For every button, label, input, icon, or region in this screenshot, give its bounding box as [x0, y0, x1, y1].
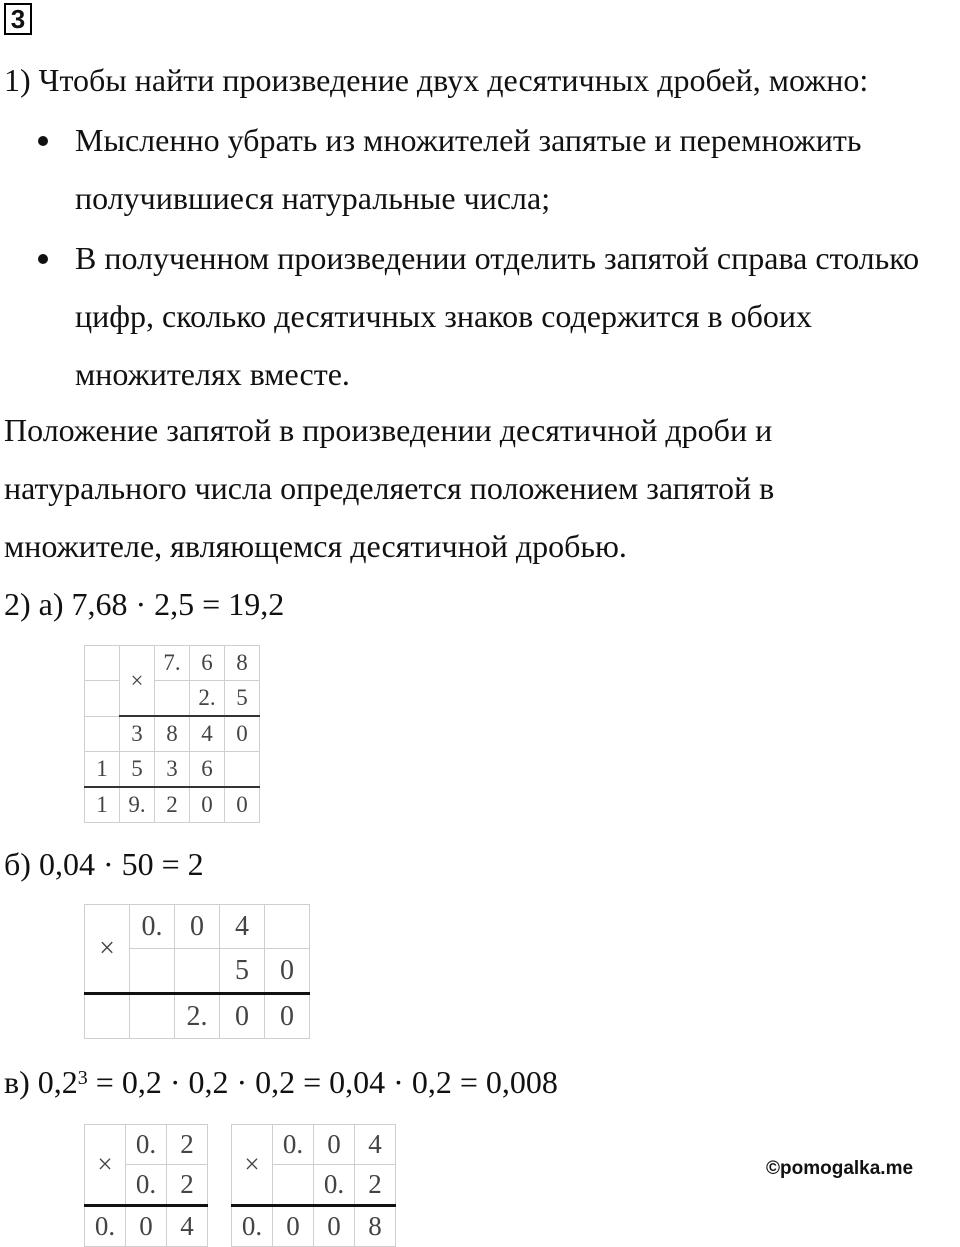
equation-c-prefix: в) 0,2	[4, 1064, 78, 1100]
equation-c-rest: = 0,2 · 0,2 · 0,2 = 0,04 · 0,2 = 0,008	[87, 1064, 558, 1100]
bullet-1-icon	[38, 136, 48, 146]
grid-cell: 0.	[85, 1206, 126, 1247]
grid-cell: 0.	[273, 1125, 314, 1165]
grid-cell: 1	[85, 752, 120, 788]
grid-cell	[85, 681, 120, 717]
note-line-1: Положение запятой в произведении десятичной дроби и	[4, 412, 773, 448]
multiply-sign: ×	[85, 1125, 126, 1206]
grid-cell: 8	[155, 716, 190, 752]
grid-cell: 2	[167, 1165, 208, 1206]
grid-cell: 6	[190, 646, 225, 681]
grid-cell: 2.	[190, 681, 225, 717]
grid-cell	[155, 681, 190, 717]
grid-cell: 6	[190, 752, 225, 788]
grid-cell: 3	[120, 716, 155, 752]
multiply-sign: ×	[85, 905, 130, 994]
calc-grid-a	[84, 645, 260, 823]
bullet-1-line1: Мысленно убрать из множителей запятые и перемножить	[75, 122, 862, 158]
grid-cell	[225, 752, 260, 788]
grid-cell	[273, 1165, 314, 1206]
multiply-sign: ×	[120, 646, 155, 717]
watermark: ©pomogalka.me	[766, 1158, 914, 1179]
grid-cell	[265, 905, 310, 949]
grid-cell: 8	[355, 1206, 396, 1247]
grid-cell	[130, 994, 175, 1039]
grid-cell: 7.	[155, 646, 190, 681]
grid-cell: 0.	[126, 1165, 167, 1206]
grid-cell: 4	[167, 1206, 208, 1247]
grid-cell: 4	[220, 905, 265, 949]
calc-grid-c2	[231, 1124, 396, 1247]
equation-a: 2) а) 7,68 · 2,5 = 19,2	[4, 586, 285, 622]
grid-cell: 0	[314, 1206, 355, 1247]
multiply-sign: ×	[232, 1125, 273, 1206]
note-line-2: натурального числа определяется положением запятой в	[4, 470, 775, 506]
grid-cell: 0	[265, 949, 310, 994]
grid-cell: 0.	[126, 1125, 167, 1165]
grid-cell: 1	[85, 787, 120, 823]
grid-cell: 0	[175, 905, 220, 949]
grid-cell	[130, 949, 175, 994]
grid-cell: 0	[126, 1206, 167, 1247]
grid-cell: 3	[155, 752, 190, 788]
grid-cell	[175, 949, 220, 994]
grid-cell: 0	[190, 787, 225, 823]
bullet-2-line1: В полученном произведении отделить запятой справа столько	[75, 240, 920, 276]
bullet-2-line3: множителях вместе.	[75, 356, 350, 392]
bullet-2-line2: цифр, сколько десятичных знаков содержится в обоих	[75, 298, 813, 334]
grid-cell: 0	[220, 994, 265, 1039]
grid-cell: 0	[265, 994, 310, 1039]
grid-cell: 0	[225, 787, 260, 823]
grid-cell: 2	[167, 1125, 208, 1165]
grid-cell: 9.	[120, 787, 155, 823]
calc-grid-b	[84, 904, 310, 1039]
grid-cell: 2	[155, 787, 190, 823]
equation-c-exponent: 3	[77, 1067, 88, 1089]
grid-cell: 5	[120, 752, 155, 788]
grid-cell: 5	[225, 681, 260, 717]
grid-cell: 0	[225, 716, 260, 752]
bullet-1-line2: получившиеся натуральные числа;	[75, 180, 551, 216]
equation-c	[4, 1066, 558, 1098]
grid-cell: 8	[225, 646, 260, 681]
part1-intro: 1) Чтобы найти произведение двух десятичных дробей, можно:	[4, 62, 869, 98]
grid-cell: 0	[314, 1125, 355, 1165]
grid-cell: 0.	[130, 905, 175, 949]
bullet-2-icon	[38, 254, 48, 264]
grid-cell: 4	[190, 716, 225, 752]
grid-cell: 4	[355, 1125, 396, 1165]
grid-cell: 0.	[232, 1206, 273, 1247]
grid-cell: 5	[220, 949, 265, 994]
calc-grid-c1	[84, 1124, 208, 1247]
task-number-box: 3	[4, 3, 32, 35]
grid-cell: 2.	[175, 994, 220, 1039]
grid-cell: 0.	[314, 1165, 355, 1206]
note-line-3: множителе, являющемся десятичной дробью.	[4, 528, 627, 564]
grid-cell	[85, 716, 120, 752]
grid-cell: 0	[273, 1206, 314, 1247]
equation-b: б) 0,04 · 50 = 2	[4, 846, 204, 882]
grid-cell	[85, 994, 130, 1039]
grid-cell	[85, 646, 120, 681]
grid-cell: 2	[355, 1165, 396, 1206]
